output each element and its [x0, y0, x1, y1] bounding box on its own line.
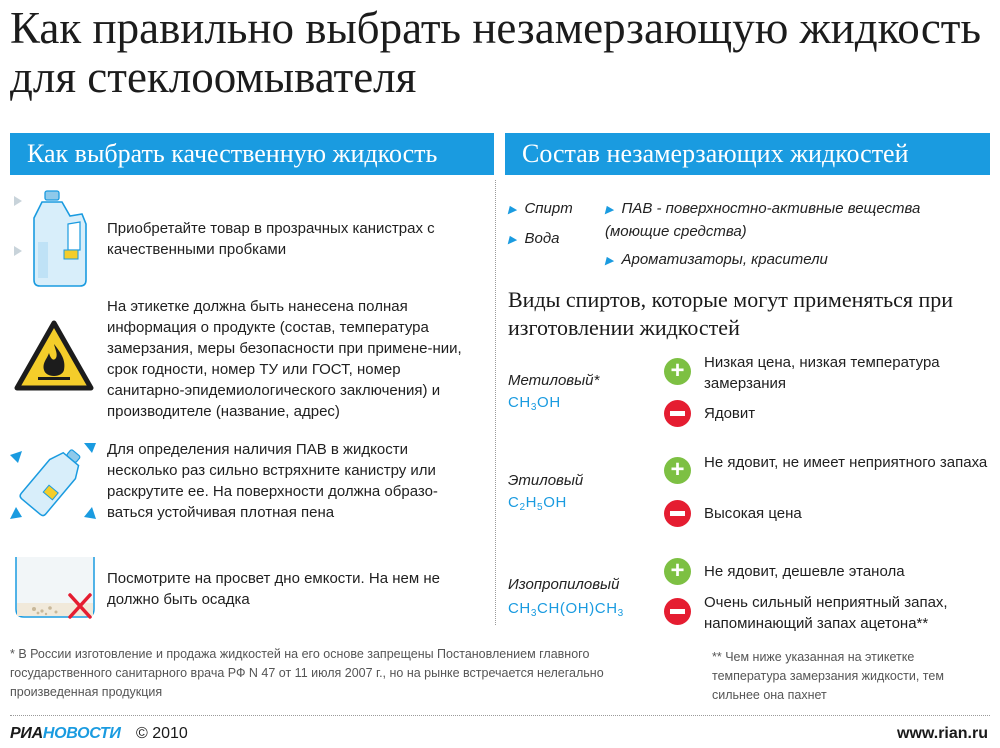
alcohol-con: Высокая цена — [704, 505, 802, 522]
sediment-check-icon — [12, 555, 98, 632]
alcohol-types-subheading: Виды спиртов, которые могут применяться при изготовлении жидкостей — [508, 287, 954, 340]
component-item: ▶ Ароматизаторы, красители — [605, 251, 828, 268]
ria-novosti-logo: РИАНОВОСТИ — [10, 725, 121, 742]
alcohol-formula: $CH_3OH$ — [508, 394, 561, 413]
alcohol-con: Ядовит — [704, 405, 756, 422]
copyright: © 2010 — [136, 725, 188, 742]
footer-divider — [10, 715, 990, 716]
minus-icon — [664, 400, 691, 427]
site-link[interactable]: www.rian.ru — [897, 725, 988, 742]
flammable-warning-icon — [14, 320, 94, 397]
minus-icon — [664, 598, 691, 625]
alcohol-name: Этиловый — [508, 472, 584, 489]
plus-icon: + — [664, 358, 691, 385]
tip-label-info: На этикетке должна быть нанесена полная информация о продукте (состав, температура замерзания, меры безопасности при примене-нии, срок годности, номер ТУ или ГОСТ, номер санитарно-эпидемиологического заключения) и производителе (название, адрес) — [107, 298, 462, 420]
alcohol-formula: $CH_3CH(OH)CH_3$ — [508, 600, 624, 619]
shake-canister-icon — [8, 437, 98, 532]
plus-icon: + — [664, 457, 691, 484]
tip-transparent-canister: Приобретайте товар в прозрачных канистрах с качественными пробками — [107, 220, 435, 258]
alcohol-pro: Не ядовит, не имеет неприятного запаха — [704, 454, 988, 471]
tip-sediment: Посмотрите на просвет дно емкости. На нем не должно быть осадка — [107, 570, 440, 608]
minus-icon — [664, 500, 691, 527]
alcohol-name: Изопропиловый — [508, 576, 620, 593]
component-item: ▶ ПАВ - поверхностно-активные вещества (моющие средства) — [605, 200, 921, 240]
page-title: Как правильно выбрать незамерзающую жидкость для стеклоомывателя — [10, 3, 981, 102]
component-item: ▶ Спирт — [508, 200, 573, 217]
alcohol-pro: Не ядовит, дешевле этанола — [704, 563, 905, 580]
component-item: ▶ Вода — [508, 230, 560, 247]
footnote-methanol: * В России изготовление и продажа жидкостей на его основе запрещены Постановлением главного государственного санитарного врача РФ N 47 от 11 июля 2007 г., но на рынке встречается нелегально произведенная продукция — [10, 647, 604, 699]
alcohol-con: Очень сильный неприятный запах, напоминающий запах ацетона** — [704, 594, 948, 632]
left-section-heading: Как выбрать качественную жидкость — [10, 133, 494, 175]
column-divider — [495, 180, 496, 625]
alcohol-formula: $C_2H_5OH$ — [508, 494, 567, 513]
tip-foam-test: Для определения наличия ПАВ в жидкости несколько раз сильно встряхните канистру или раскрутите ее. На поверхности должна образо-ваться устойчивая плотная пена — [107, 441, 438, 521]
footnote-smell: ** Чем ниже указанная на этикетке температура замерзания жидкости, тем сильнее она пахнет — [712, 650, 944, 702]
alcohol-name: Метиловый* — [508, 372, 600, 389]
plus-icon: + — [664, 558, 691, 585]
canister-icon — [12, 190, 98, 295]
alcohol-pro: Низкая цена, низкая температура замерзания — [704, 354, 940, 392]
right-section-heading: Состав незамерзающих жидкостей — [505, 133, 990, 175]
